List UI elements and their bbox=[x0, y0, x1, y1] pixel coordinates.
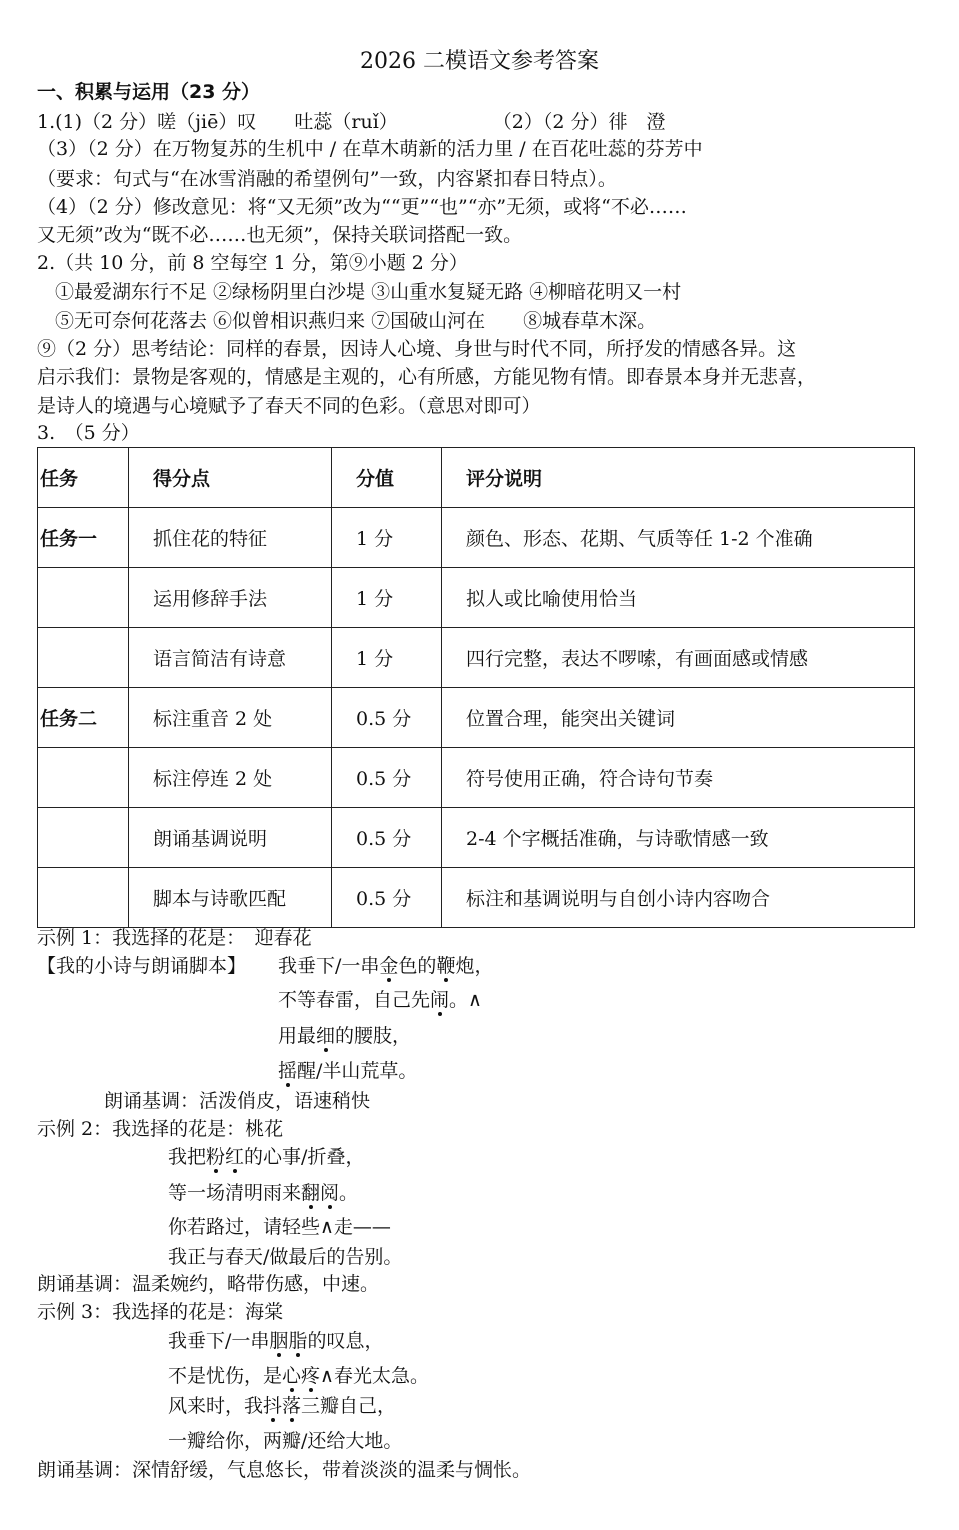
emphasis-mark: 落 bbox=[282, 1395, 302, 1417]
emphasis-mark: 细 bbox=[316, 1025, 336, 1047]
poem-text: 我垂下/一串 bbox=[278, 955, 380, 977]
q2-heading: 2.（共 10 分，前 8 空每空 1 分，第⑨小题 2 分） bbox=[37, 252, 468, 274]
table-cell bbox=[38, 808, 129, 868]
table-cell: 语言简洁有诗意 bbox=[129, 628, 332, 688]
emphasis-mark: 闹 bbox=[430, 989, 450, 1011]
table-cell: 标注和基调说明与自创小诗内容吻合 bbox=[442, 868, 915, 928]
poem-text: 用最 bbox=[278, 1025, 317, 1047]
poem-text: 我垂下/一串 bbox=[168, 1330, 270, 1352]
table-cell: 脚本与诗歌匹配 bbox=[129, 868, 332, 928]
table-cell: 运用修辞手法 bbox=[129, 568, 332, 628]
q1-3-requirement: （要求：句式与“在冰雪消融的希望例句”一致，内容紧扣春日特点）。 bbox=[37, 168, 617, 190]
example2-tone: 朗诵基调：温柔婉约，略带伤感，中速。 bbox=[37, 1273, 380, 1295]
table-row bbox=[38, 568, 915, 628]
table-cell: 四行完整，表达不啰嗦，有画面感或情感 bbox=[442, 628, 915, 688]
table-cell bbox=[38, 748, 129, 808]
example1-heading: 示例 1：我选择的花是： 迎春花 bbox=[37, 927, 312, 949]
poem-line bbox=[168, 1244, 402, 1270]
poem-text: 风来时，我 bbox=[168, 1395, 264, 1417]
poem-text: 不等春雷，自己先 bbox=[278, 989, 431, 1011]
poem-text: 。 bbox=[339, 1182, 359, 1204]
table-row bbox=[38, 508, 915, 568]
poem-text: 我正与春天/做最后的告别。 bbox=[168, 1246, 403, 1268]
table-cell: 位置合理，能突出关键词 bbox=[442, 688, 915, 748]
table-cell: 拟人或比喻使用恰当 bbox=[442, 568, 915, 628]
poem-text: 的心事/折叠， bbox=[244, 1146, 365, 1168]
poem-line bbox=[168, 1144, 364, 1170]
poem-line bbox=[278, 1023, 411, 1049]
table-cell: 0.5 分 bbox=[332, 748, 442, 808]
poem-text: 等一场清明雨来 bbox=[168, 1182, 302, 1204]
poem-text: 我把 bbox=[168, 1146, 207, 1168]
table-cell: 0.5 分 bbox=[332, 868, 442, 928]
table-cell bbox=[38, 568, 129, 628]
emphasis-mark: 红 bbox=[225, 1146, 245, 1168]
table-cell: 任务一 bbox=[38, 508, 129, 568]
scoring-table bbox=[37, 447, 915, 928]
poem-text: 你若路过，请轻些∧走—— bbox=[168, 1216, 391, 1238]
poem-line bbox=[168, 1328, 383, 1354]
table-cell: 0.5 分 bbox=[332, 808, 442, 868]
table-row bbox=[38, 868, 915, 928]
emphasis-mark: 胭 bbox=[269, 1330, 289, 1352]
poem-text: 炮， bbox=[455, 955, 494, 977]
q1-1-answer: 1.(1)（2 分）嗟（jiē）叹 吐蕊（ruǐ） （2）（2 分）徘 澄 bbox=[37, 111, 666, 133]
q2-answers-line1: ①最爱湖东行不足 ②绿杨阴里白沙堤 ③山重水复疑无路 ④柳暗花明又一村 bbox=[55, 281, 682, 303]
section-heading: 一、积累与运用（23 分） bbox=[37, 81, 261, 103]
emphasis-mark: 抖 bbox=[263, 1395, 283, 1417]
table-cell: 任务二 bbox=[38, 688, 129, 748]
example1-tone: 朗诵基调：活泼俏皮，语速稍快 bbox=[104, 1090, 371, 1112]
table-cell: 1 分 bbox=[332, 628, 442, 688]
poem-text: 。∧ bbox=[449, 989, 482, 1011]
table-header: 任务 bbox=[38, 448, 129, 508]
poem-line bbox=[278, 987, 482, 1013]
table-row bbox=[38, 688, 915, 748]
q1-4-answer-line2: 又无须”改为“既不必……也无须”，保持关联词搭配一致。 bbox=[37, 224, 523, 246]
poem-text: 不是忧伤，是 bbox=[168, 1365, 283, 1387]
emphasis-mark: 金 bbox=[379, 955, 399, 977]
q1-3-answer: （3）（2 分）在万物复苏的生机中 / 在草木萌新的活力里 / 在百花吐蕊的芬芳中 bbox=[37, 138, 703, 160]
example2-heading: 示例 2：我选择的花是：桃花 bbox=[37, 1118, 284, 1140]
emphasis-mark: 阅 bbox=[320, 1182, 340, 1204]
example3-tone: 朗诵基调：深情舒缓，气息悠长，带着淡淡的温柔与惆怅。 bbox=[37, 1459, 532, 1481]
table-cell: 1 分 bbox=[332, 508, 442, 568]
table-header: 分值 bbox=[332, 448, 442, 508]
q2-9-answer-line1: ⑨（2 分）思考结论：同样的春景，因诗人心境、身世与时代不同，所抒发的情感各异。这 bbox=[37, 338, 797, 360]
table-cell: 1 分 bbox=[332, 568, 442, 628]
table-header-row bbox=[38, 448, 915, 508]
table-row bbox=[38, 808, 915, 868]
q2-9-answer-line3: 是诗人的境遇与心境赋予了春天不同的色彩。（意思对即可） bbox=[37, 395, 541, 417]
table-header: 评分说明 bbox=[442, 448, 915, 508]
emphasis-mark: 脂 bbox=[288, 1330, 308, 1352]
emphasis-mark: 翻 bbox=[301, 1182, 321, 1204]
q1-4-answer-line1: （4）（2 分）修改意见：将“又无须”改为““更”“也”“亦”无须，或将“不必…… bbox=[37, 196, 687, 218]
poem-line bbox=[168, 1363, 429, 1389]
poem-text: 的叹息， bbox=[307, 1330, 384, 1352]
table-cell bbox=[38, 868, 129, 928]
poem-line bbox=[278, 953, 493, 979]
table-cell bbox=[38, 628, 129, 688]
table-cell: 颜色、形态、花期、气质等任 1-2 个准确 bbox=[442, 508, 915, 568]
q2-answers-line2: ⑤无可奈何花落去 ⑥似曾相识燕归来 ⑦国破山河在 ⑧城春草木深。 bbox=[55, 310, 657, 332]
poem-text: 醒/半山荒草。 bbox=[297, 1060, 418, 1082]
poem-text: 的腰肢， bbox=[335, 1025, 412, 1047]
q3-heading: 3. （5 分） bbox=[37, 422, 140, 444]
poem-line bbox=[168, 1180, 358, 1206]
poem-line bbox=[168, 1393, 396, 1419]
table-cell: 朗诵基调说明 bbox=[129, 808, 332, 868]
table-row bbox=[38, 748, 915, 808]
example3-heading: 示例 3：我选择的花是：海棠 bbox=[37, 1301, 284, 1323]
poem-line bbox=[278, 1058, 417, 1084]
table-cell: 0.5 分 bbox=[332, 688, 442, 748]
poem-line bbox=[168, 1214, 391, 1240]
poem-text: 色的 bbox=[398, 955, 437, 977]
emphasis-mark: 粉 bbox=[206, 1146, 226, 1168]
poem-text: ∧春光太急。 bbox=[320, 1365, 429, 1387]
table-cell: 标注停连 2 处 bbox=[129, 748, 332, 808]
table-row bbox=[38, 628, 915, 688]
table-header: 得分点 bbox=[129, 448, 332, 508]
table-cell: 抓住花的特征 bbox=[129, 508, 332, 568]
emphasis-mark: 摇 bbox=[278, 1060, 298, 1082]
page-title: 2026 二模语文参考答案 bbox=[360, 49, 599, 74]
poem-line bbox=[168, 1428, 402, 1454]
emphasis-mark: 鞭 bbox=[436, 955, 456, 977]
emphasis-mark: 疼 bbox=[301, 1365, 321, 1387]
emphasis-mark: 心 bbox=[282, 1365, 302, 1387]
poem-text: 一瓣给你，两瓣/还给大地。 bbox=[168, 1430, 403, 1452]
example1-script-label: 【我的小诗与朗诵脚本】 bbox=[37, 955, 247, 977]
poem-text: 三瓣自己， bbox=[301, 1395, 397, 1417]
table-cell: 2-4 个字概括准确，与诗歌情感一致 bbox=[442, 808, 915, 868]
q2-9-answer-line2: 启示我们：景物是客观的，情感是主观的，心有所感，方能见物有情。即春景本身并无悲喜， bbox=[37, 366, 817, 388]
table-cell: 符号使用正确，符合诗句节奏 bbox=[442, 748, 915, 808]
table-cell: 标注重音 2 处 bbox=[129, 688, 332, 748]
